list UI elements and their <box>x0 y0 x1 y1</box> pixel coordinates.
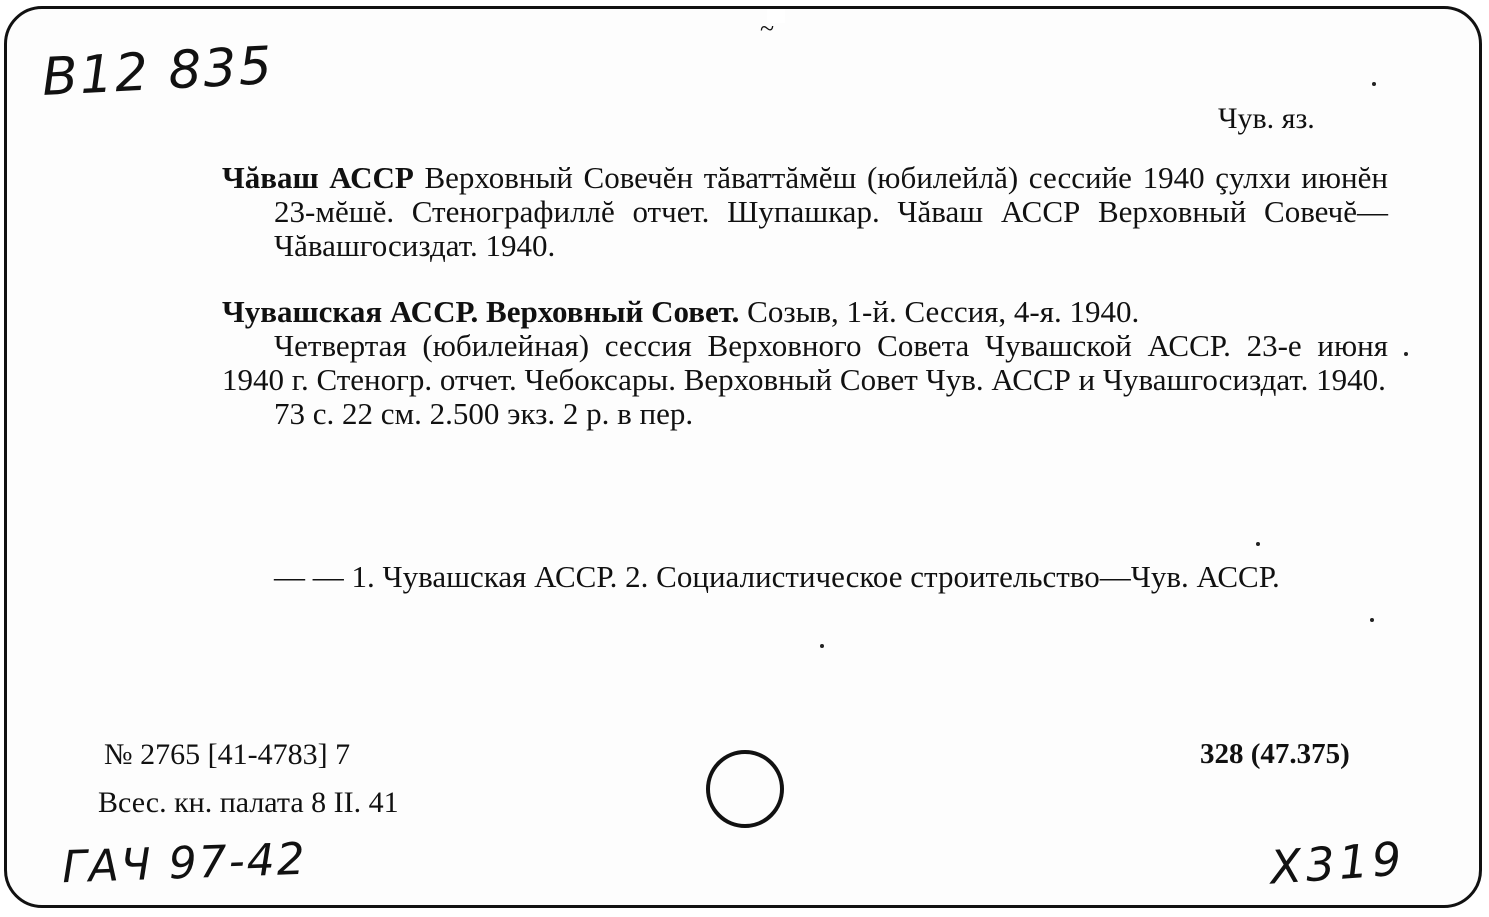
subject-headings <box>222 560 1388 594</box>
entry-russian-physical: 73 с. 22 см. 2.500 экз. 2 р. в пер. <box>274 396 694 431</box>
entry-chuvash-line2: 1940 çулхи июнĕн 23-мĕшĕ. Стенографиллĕ отчет. Шупашкар. Чăваш АССР Верховный Совечĕ—Чăвашгосиздат. 1940. <box>274 160 1388 263</box>
language-note: Чув. яз. <box>1218 102 1315 135</box>
punch-hole <box>706 750 784 828</box>
archive-code-handwritten: ГАЧ 97-42 <box>61 833 308 894</box>
speck <box>820 644 824 648</box>
top-mark: ~ <box>760 14 775 43</box>
entry-chuvash-line1: Верховный Совечĕн тăваттăмĕш (юбилейлă) сессийе <box>424 160 1132 195</box>
speck <box>1372 82 1376 86</box>
entry-russian <box>222 295 1388 431</box>
entry-chuvash <box>222 161 1388 263</box>
entry-chuvash-heading: Чăваш АССР <box>222 160 414 195</box>
shelfmark-handwritten: B12 835 <box>40 35 276 109</box>
speck <box>1370 618 1374 622</box>
speck <box>1256 542 1260 546</box>
record-number: № 2765 [41-4783] 7 <box>104 738 351 771</box>
entry-russian-heading: Чувашская АССР. Верховный Совет. <box>222 294 740 329</box>
entry-russian-title: Четвертая (юбилейная) сессия Верховного Совета Чувашской АССР. 23-е июня 1940 г. Стеногр. отчет. Чебоксары. Верховный Совет Чув. АССР и Чувашгосиздат. 1940. <box>222 328 1388 397</box>
classification-index: 328 (47.375) <box>1200 738 1350 770</box>
speck <box>1404 352 1408 356</box>
entry-russian-series: Созыв, 1-й. Сессия, 4-я. 1940. <box>747 294 1140 329</box>
inventory-code-handwritten: X319 <box>1268 831 1408 895</box>
chamber-stamp: Всес. кн. палата 8 II. 41 <box>98 786 399 819</box>
subject-headings-text: — — 1. Чувашская АССР. 2. Социалистическое строительство—Чув. АССР. <box>274 559 1280 594</box>
